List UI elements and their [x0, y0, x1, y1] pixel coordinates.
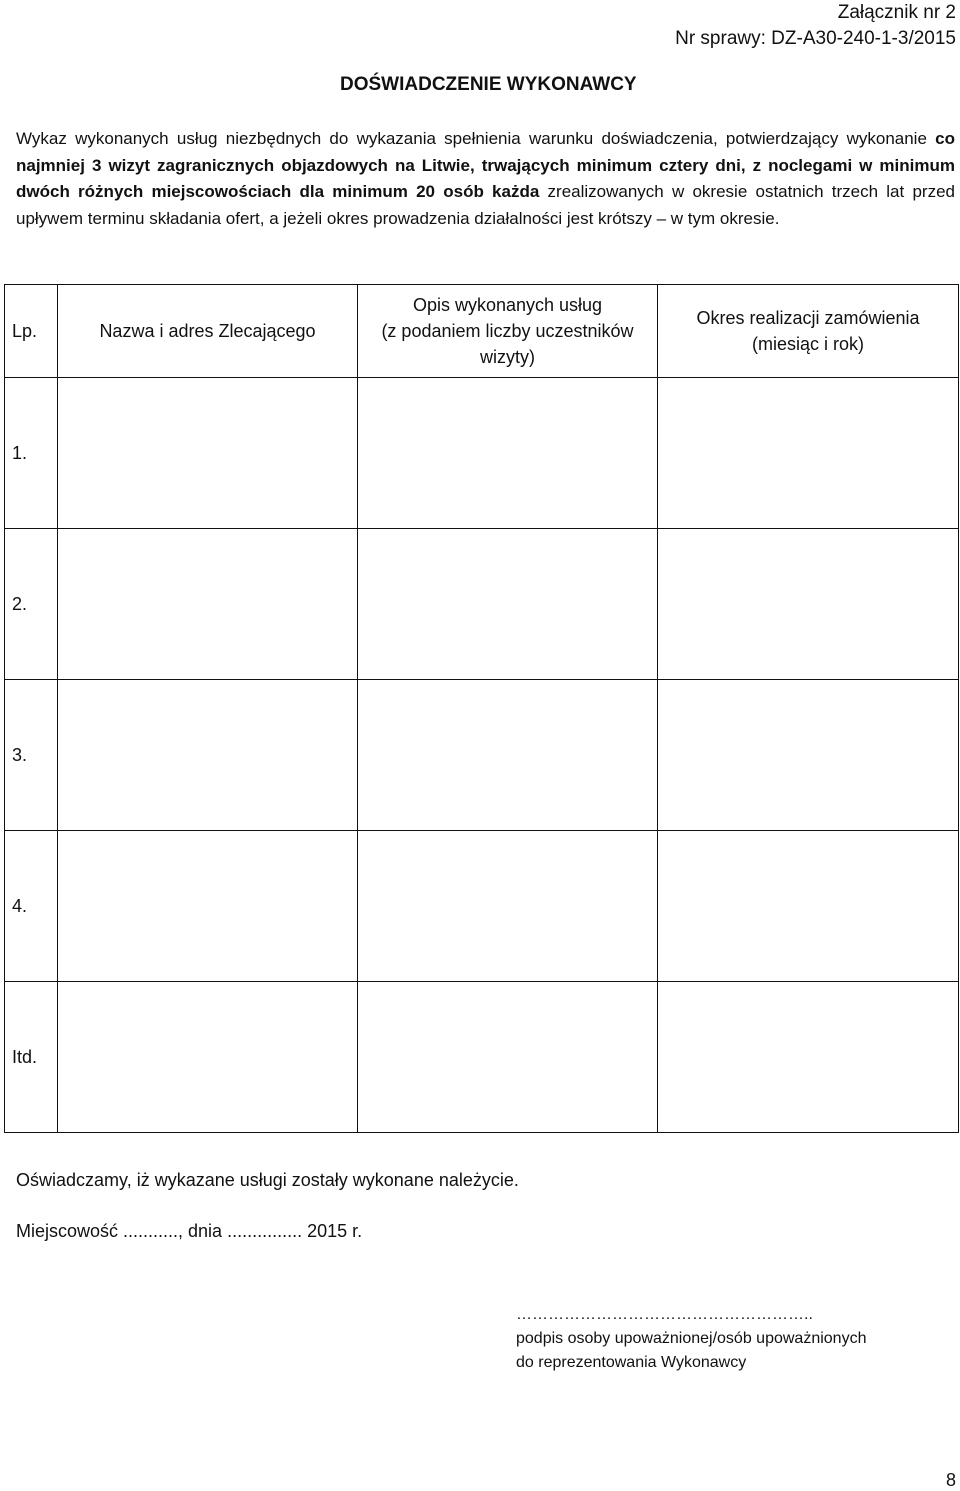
header-desc-line: wizyty) — [480, 347, 535, 367]
client-name-cell[interactable] — [58, 831, 358, 982]
period-cell[interactable] — [658, 378, 959, 529]
service-description-cell[interactable] — [358, 831, 658, 982]
table-row — [5, 378, 959, 529]
intro-text-end: zrealizowanych w okresie ostatnich trzech lat przed upływem terminu składania ofert, a jeżeli okres prowadzenia działalności jest krótszy – w tym okresie. — [16, 182, 955, 228]
row-number: 3. — [5, 680, 58, 831]
header-period-line: Okres realizacji zamówienia — [696, 308, 920, 328]
service-description-cell[interactable] — [358, 378, 658, 529]
declaration-statement: Oświadczamy, iż wykazane usługi zostały wykonane należycie. — [16, 1170, 519, 1190]
signature-caption: podpis osoby upoważnionej/osób upoważnionych — [516, 1330, 867, 1347]
period-cell[interactable] — [658, 529, 959, 680]
client-name-cell[interactable] — [58, 529, 358, 680]
header-desc-line: Opis wykonanych usług — [412, 295, 603, 315]
header-client-name: Nazwa i adres Zlecającego — [58, 285, 358, 378]
case-number: Nr sprawy: DZ-A30-240-1-3/2015 — [675, 28, 956, 49]
document-header — [675, 0, 956, 52]
period-cell[interactable] — [658, 982, 959, 1133]
row-number: 1. — [5, 378, 58, 529]
page-number: 8 — [945, 1470, 956, 1490]
header-period-line: (miesiąc i rok) — [751, 334, 864, 354]
document-title: DOŚWIADCZENIE WYKONAWCY — [340, 74, 637, 95]
intro-text-bold: co najmniej 3 wizyt zagranicznych objazdowych na Litwie, trwających minimum cztery dni, z noclegami w minimum dwóch różnych miejscowościach dla minimum 20 osób każda — [16, 129, 955, 201]
period-cell[interactable] — [658, 831, 959, 982]
service-description-cell[interactable] — [358, 680, 658, 831]
attachment-label: Załącznik nr 2 — [837, 2, 956, 23]
table-row — [5, 529, 959, 680]
client-name-cell[interactable] — [58, 680, 358, 831]
client-name-cell[interactable] — [58, 982, 358, 1133]
row-number: Itd. — [5, 982, 58, 1133]
intro-paragraph — [16, 126, 955, 232]
header-period — [658, 285, 959, 378]
service-description-cell[interactable] — [358, 982, 658, 1133]
place-and-date-line: Miejscowość ..........., dnia ............... 2015 r. — [16, 1221, 363, 1241]
signature-caption: do reprezentowania Wykonawcy — [516, 1354, 747, 1371]
table-row — [5, 982, 959, 1133]
client-name-cell[interactable] — [58, 378, 358, 529]
signature-block — [516, 1303, 866, 1375]
table-row — [5, 831, 959, 982]
header-desc-line: (z podaniem liczby uczestników — [381, 321, 634, 341]
service-description-cell[interactable] — [358, 529, 658, 680]
table-row — [5, 680, 959, 831]
services-table — [4, 284, 959, 1133]
signature-dotted-line: ……………………………………………….. — [516, 1306, 813, 1323]
header-service-description — [358, 285, 658, 378]
header-lp: Lp. — [5, 285, 58, 378]
row-number: 4. — [5, 831, 58, 982]
table-header-row — [5, 285, 959, 378]
intro-text-start: Wykaz wykonanych usług niezbędnych do wykazania spełnienia warunku doświadczenia, potwierdzający wykonanie — [16, 129, 936, 148]
period-cell[interactable] — [658, 680, 959, 831]
row-number: 2. — [5, 529, 58, 680]
